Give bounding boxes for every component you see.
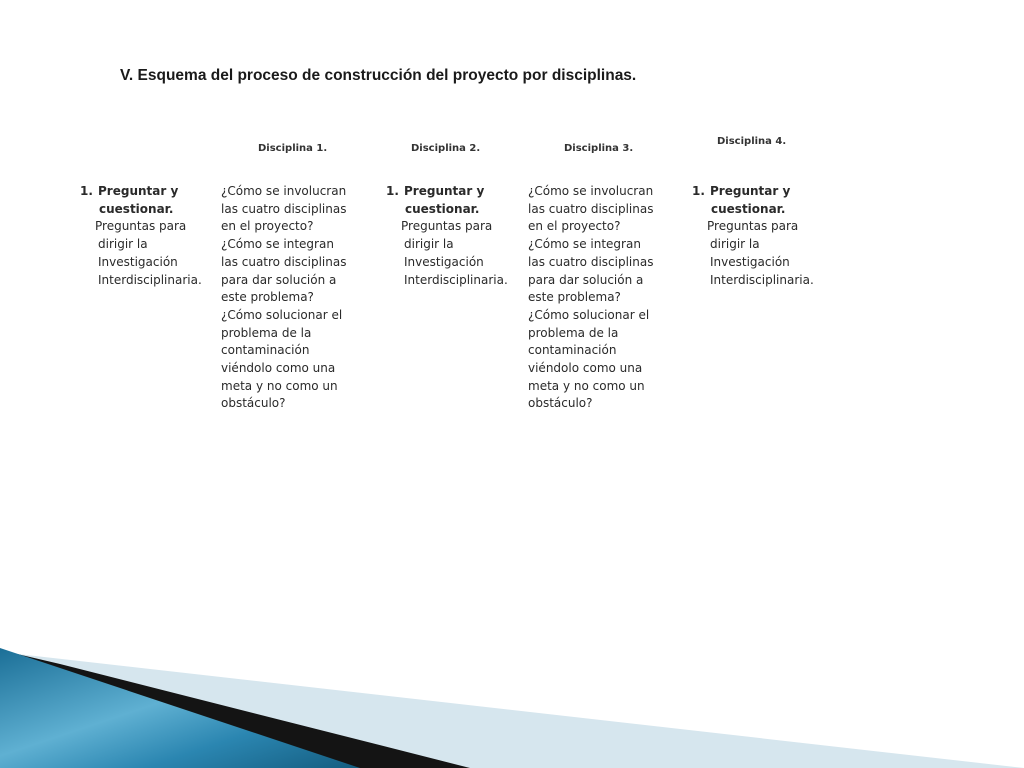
disciplina-4-item <box>692 183 822 289</box>
item-desc-line: Preguntas para <box>95 219 187 234</box>
question-line: en el proyecto? <box>221 219 314 234</box>
item-desc-line: Interdisciplinaria. <box>710 272 814 287</box>
question-line: viéndolo como una <box>221 361 336 376</box>
item-label-line: Preguntar y <box>404 184 485 198</box>
question-line: ¿Cómo se involucran <box>528 184 654 198</box>
disciplina-3-questions <box>528 183 653 413</box>
item-desc-line: Interdisciplinaria. <box>404 272 508 287</box>
disciplina-2-header: Disciplina 2. <box>411 143 481 154</box>
item-label-line: cuestionar. <box>711 201 786 216</box>
question-line: las cuatro disciplinas <box>221 201 347 216</box>
question-line: las cuatro disciplinas <box>528 254 654 269</box>
disciplina-4-header: Disciplina 4. <box>717 136 787 147</box>
question-line: ¿Cómo se involucran <box>221 184 347 198</box>
item-number: 1. <box>80 184 93 198</box>
question-line: contaminación <box>528 343 617 358</box>
question-line: en el proyecto? <box>528 219 621 234</box>
disciplina-1-questions <box>221 183 346 413</box>
question-line: este problema? <box>221 290 314 305</box>
item-desc-line: Investigación <box>404 254 484 269</box>
question-line: meta y no como un <box>528 378 645 393</box>
disciplina-1-header: Disciplina 1. <box>258 143 328 154</box>
question-line: obstáculo? <box>528 396 593 411</box>
disciplina-3-header: Disciplina 3. <box>564 143 634 154</box>
item-desc-line: Preguntas para <box>707 219 799 234</box>
disciplina-1-item <box>80 183 210 289</box>
question-line: las cuatro disciplinas <box>221 254 347 269</box>
question-line: obstáculo? <box>221 396 286 411</box>
item-number: 1. <box>692 184 705 198</box>
item-desc-line: dirigir la <box>404 237 454 252</box>
item-number: 1. <box>386 184 399 198</box>
question-line: contaminación <box>221 343 310 358</box>
question-line: ¿Cómo solucionar el <box>221 307 343 322</box>
question-line: meta y no como un <box>221 378 338 393</box>
question-line: este problema? <box>528 290 621 305</box>
question-line: ¿Cómo se integran <box>528 237 641 252</box>
question-line: problema de la <box>221 325 312 340</box>
question-line: las cuatro disciplinas <box>528 201 654 216</box>
disciplina-2-item <box>386 183 516 289</box>
item-label-line: cuestionar. <box>99 201 174 216</box>
question-line: ¿Cómo se integran <box>221 237 334 252</box>
item-desc-line: Investigación <box>710 254 790 269</box>
question-line: para dar solución a <box>528 272 644 287</box>
question-line: para dar solución a <box>221 272 337 287</box>
item-desc-line: Preguntas para <box>401 219 493 234</box>
item-label-line: Preguntar y <box>98 184 179 198</box>
question-line: ¿Cómo solucionar el <box>528 307 650 322</box>
item-desc-line: dirigir la <box>710 237 760 252</box>
slide-title: V. Esquema del proceso de construcción del proyecto por disciplinas. <box>120 67 637 84</box>
item-label-line: cuestionar. <box>405 201 480 216</box>
item-desc-line: Investigación <box>98 254 178 269</box>
question-line: viéndolo como una <box>528 361 643 376</box>
item-desc-line: dirigir la <box>98 237 148 252</box>
item-desc-line: Interdisciplinaria. <box>98 272 202 287</box>
question-line: problema de la <box>528 325 619 340</box>
item-label-line: Preguntar y <box>710 184 791 198</box>
